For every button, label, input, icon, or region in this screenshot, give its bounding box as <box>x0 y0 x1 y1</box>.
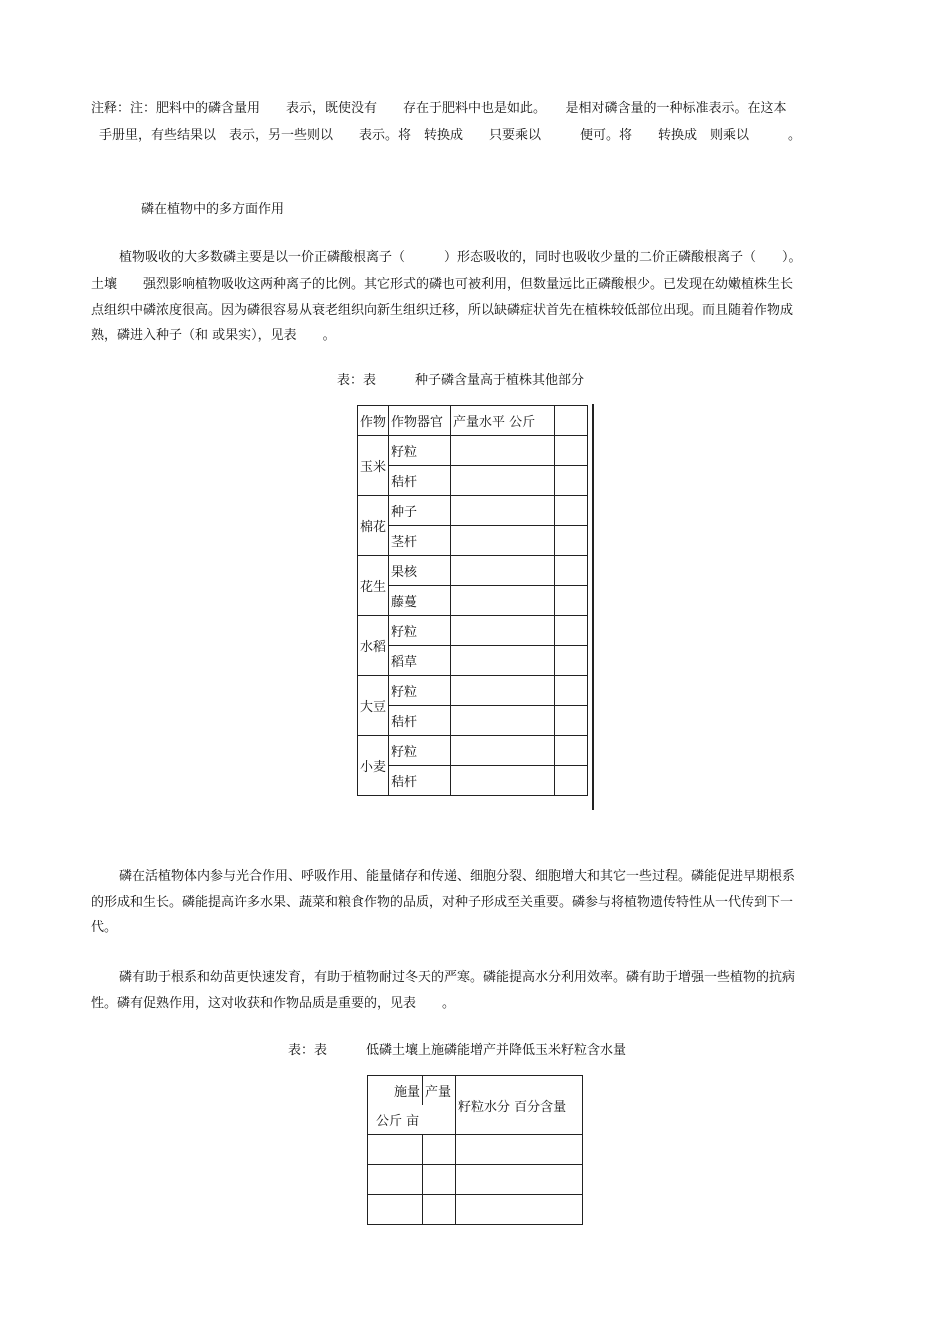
table1-crop-cell: 棉花 <box>358 496 389 556</box>
table1-header-extra <box>555 406 588 436</box>
para3-line-1: 磷有助于根系和幼苗更快速发育，有助于植物耐过冬天的严寒。磷能提高水分利用效率。磷有助于增强一些植物的抗病 <box>119 970 796 985</box>
para2-line-1: 磷在活植物体内参与光合作用、呼吸作用、能量储存和传递、细胞分裂、细胞增大和其它一些过程。磷能促进早期根系 <box>119 869 796 884</box>
para2-line-3: 代。 <box>91 920 118 935</box>
table2-header-row <box>368 1076 583 1106</box>
table-row <box>358 646 588 676</box>
table1-organ-cell: 秸杆 <box>389 466 451 496</box>
table-row <box>368 1195 583 1225</box>
para1-line-2: 土壤 强烈影响植物吸收这两种离子的比例。其它形式的磷也可被利用，但数量远比正磷酸根少。已发现在幼嫩植株生长 <box>91 277 794 292</box>
table1-crop-cell: 玉米 <box>358 436 389 496</box>
table2-header-rate: 施量 <box>368 1076 423 1106</box>
table-row <box>358 436 588 466</box>
table1-organ-cell: 茎杆 <box>389 526 451 556</box>
para1-line-3: 点组织中磷浓度很高。因为磷很容易从衰老组织向新生组织迁移，所以缺磷症状首先在植株较低部位出现。而且随着作物成 <box>91 303 794 318</box>
table1-header-yield: 产量水平 公斤 <box>451 406 555 436</box>
table-row <box>358 766 588 796</box>
table1-crop-cell: 花生 <box>358 556 389 616</box>
table1-right-border <box>592 404 594 810</box>
table-row <box>358 556 588 586</box>
table1-organ-cell: 籽粒 <box>389 736 451 766</box>
table2-header-moisture: 籽粒水分 百分含量 <box>456 1076 583 1135</box>
section-title: 磷在植物中的多方面作用 <box>141 202 285 217</box>
para2-line-2: 的形成和生长。磷能提高许多水果、蔬菜和粮食作物的品质，对种子形成至关重要。磷参与将植物遗传特性从一代传到下一 <box>91 895 794 910</box>
para3-line-2: 性。磷有促熟作用，这对收获和作物品质是重要的，见表 。 <box>91 996 456 1011</box>
table1-organ-cell: 藤蔓 <box>389 586 451 616</box>
table1-organ-cell: 籽粒 <box>389 676 451 706</box>
note-line-1: 注释：注：肥料中的磷含量用 表示，既使没有 存在于肥料中也是如此。 是相对磷含量的一种标准表示。在这本 <box>91 101 787 116</box>
table1-organ-cell: 秸杆 <box>389 706 451 736</box>
table1 <box>357 405 588 796</box>
table-row <box>368 1165 583 1195</box>
table1-crop-cell: 大豆 <box>358 676 389 736</box>
table1-organ-cell: 稻草 <box>389 646 451 676</box>
table2-header-unit: 公斤 亩 <box>368 1105 456 1135</box>
table1-organ-cell: 秸杆 <box>389 766 451 796</box>
table1-organ-cell: 种子 <box>389 496 451 526</box>
table-row <box>358 526 588 556</box>
table-row <box>368 1135 583 1165</box>
table-row <box>358 586 588 616</box>
table1-header-organ: 作物器官 <box>389 406 451 436</box>
table-row <box>358 466 588 496</box>
table1-organ-cell: 籽粒 <box>389 616 451 646</box>
note-line-2: 手册里，有些结果以 表示，另一些则以 表示。将 转换成 只要乘以 便可。将 转换成 则乘以 。 <box>99 128 802 143</box>
table1-caption: 表：表 种子磷含量高于植株其他部分 <box>337 373 585 388</box>
table1-organ-cell: 籽粒 <box>389 436 451 466</box>
para1-line-4: 熟，磷进入种子（和 或果实），见表 。 <box>91 328 336 343</box>
table1-crop-cell: 小麦 <box>358 736 389 796</box>
table1-crop-cell: 水稻 <box>358 616 389 676</box>
table1-header-crop: 作物 <box>358 406 389 436</box>
table2 <box>367 1075 583 1225</box>
para1-line-1: 植物吸收的大多数磷主要是以一价正磷酸根离子（ ）形态吸收的，同时也吸收少量的二价正磷酸根离子（ ）。 <box>119 250 802 265</box>
table-row <box>358 496 588 526</box>
table2-header-yield: 产量 <box>423 1076 456 1106</box>
table-row <box>358 706 588 736</box>
table-row <box>358 736 588 766</box>
table-row <box>358 616 588 646</box>
table-row <box>358 676 588 706</box>
table1-organ-cell: 果核 <box>389 556 451 586</box>
table1-header-row <box>358 406 588 436</box>
table2-caption: 表：表 低磷土壤上施磷能增产并降低玉米籽粒含水量 <box>288 1043 627 1058</box>
